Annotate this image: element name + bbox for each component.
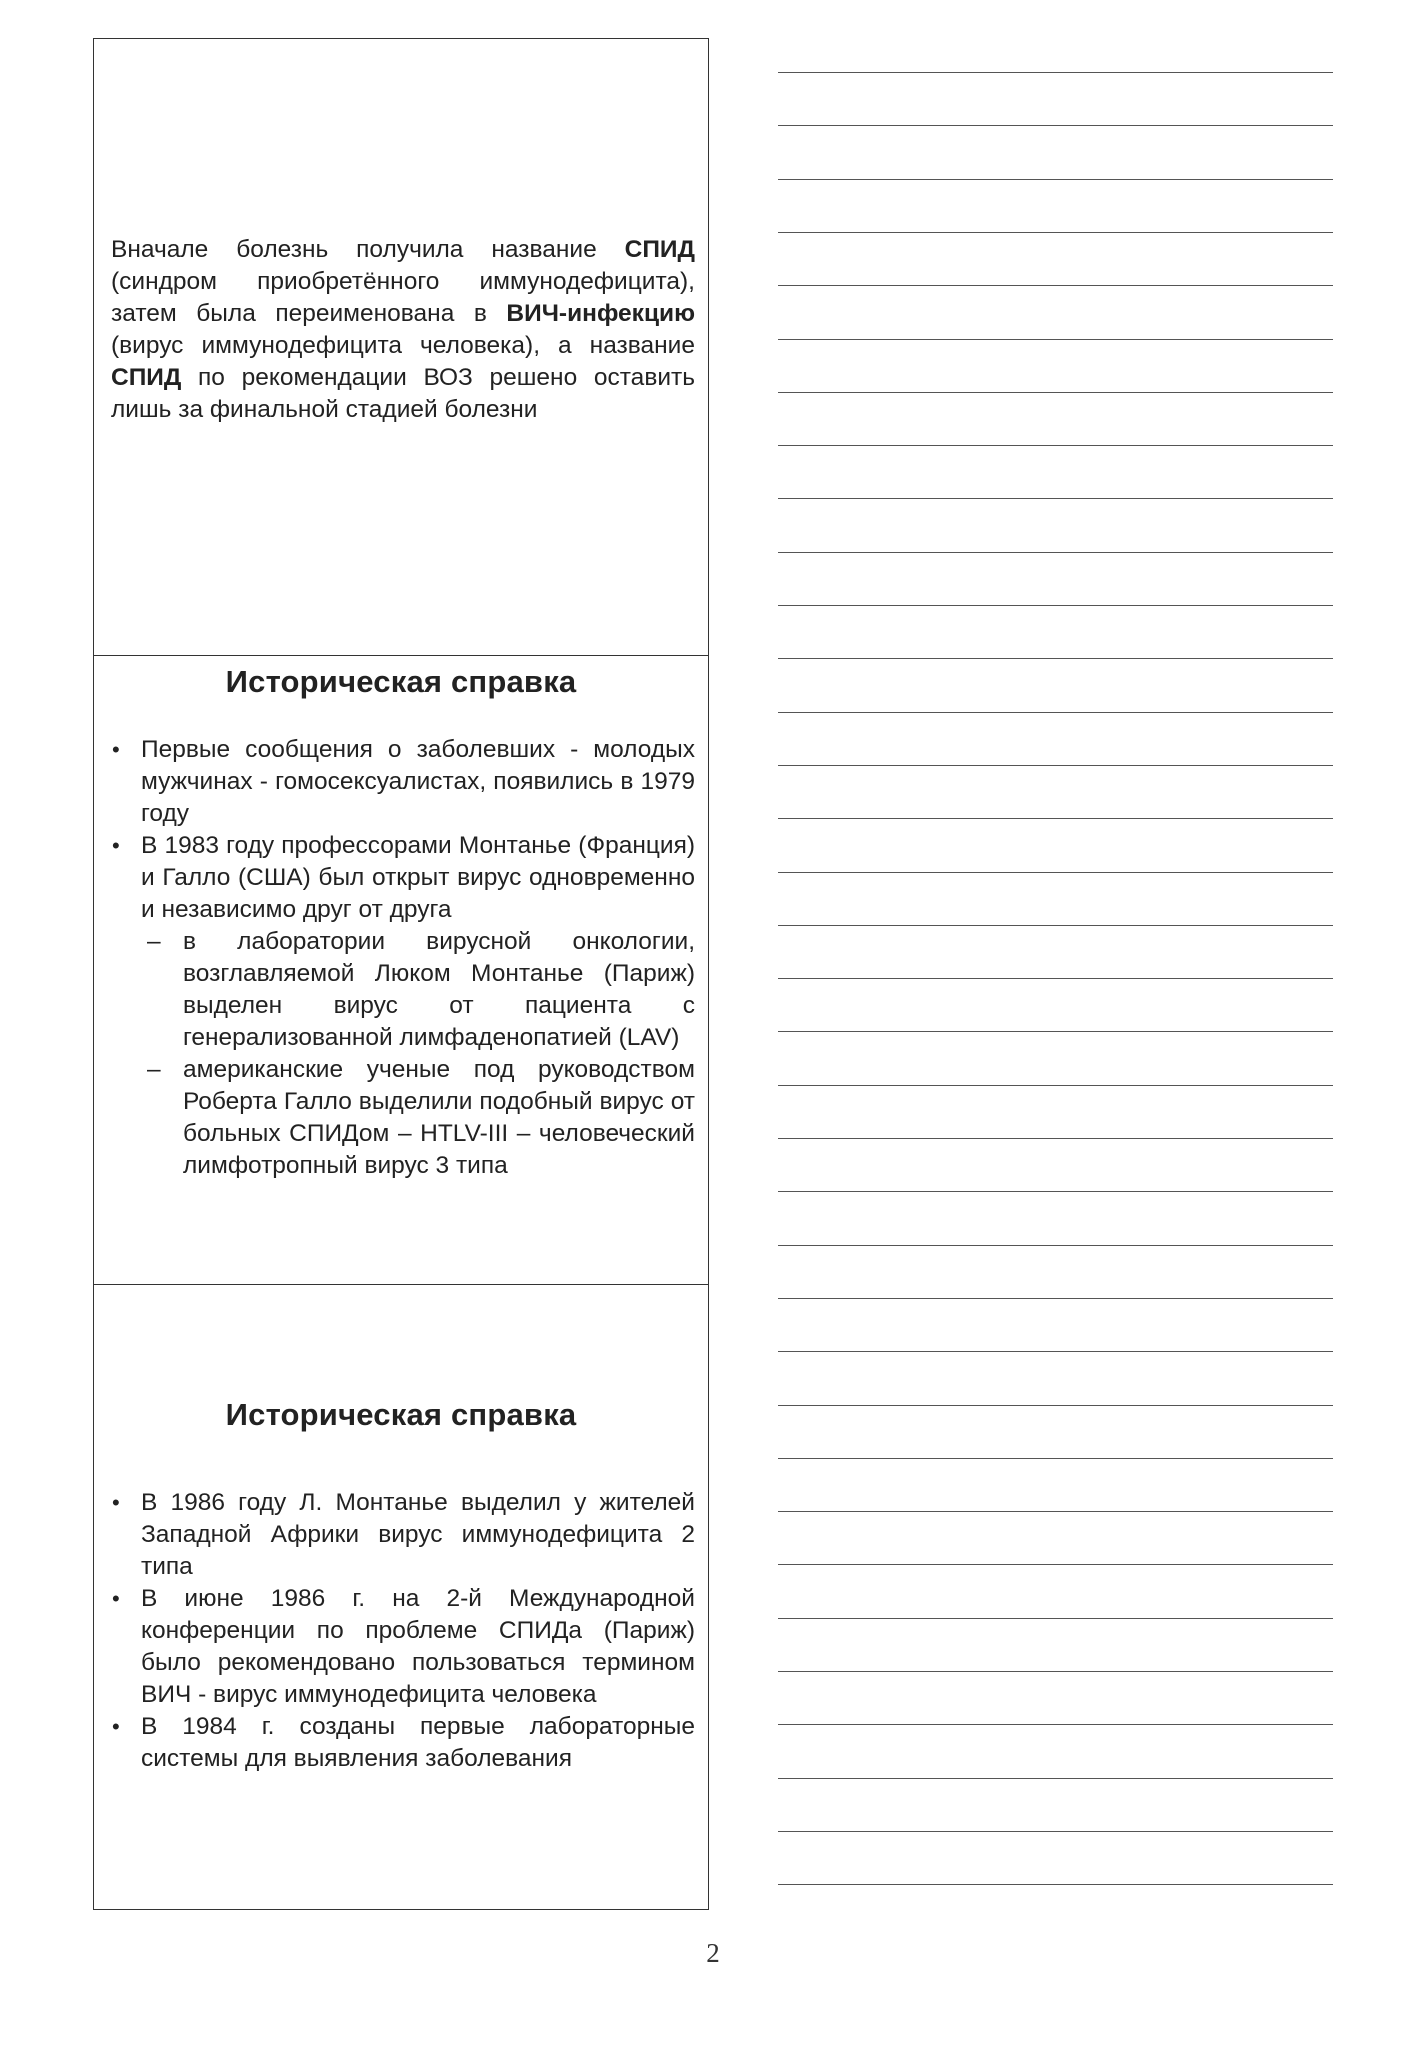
note-line — [778, 125, 1333, 126]
note-line — [778, 1724, 1333, 1725]
list-item-text: В июне 1986 г. на 2-й Международной конференции по проблеме СПИДа (Париж) было рекомендовано пользоваться термином ВИЧ - вирус иммунодефицита человека — [141, 1585, 695, 1708]
intro-term: СПИД — [111, 364, 182, 391]
note-line — [778, 1564, 1333, 1565]
intro-paragraph — [111, 234, 695, 426]
note-line — [778, 658, 1333, 659]
slide-history-1 — [94, 656, 708, 1285]
note-line — [778, 1191, 1333, 1192]
note-line — [778, 72, 1333, 73]
note-line — [778, 1458, 1333, 1459]
intro-text: (вирус иммунодефицита человека), а название — [111, 332, 695, 359]
note-line — [778, 1618, 1333, 1619]
slide-intro — [94, 39, 708, 656]
page-number: 2 — [706, 1938, 720, 1968]
bullet-list — [106, 1487, 695, 1775]
note-line — [778, 605, 1333, 606]
note-line — [778, 1884, 1333, 1885]
note-line — [778, 1031, 1333, 1032]
note-line — [778, 339, 1333, 340]
bullet-icon: • — [112, 1490, 120, 1515]
note-line — [778, 1405, 1333, 1406]
slide-history-2 — [94, 1285, 708, 1911]
intro-text: Вначале болезнь получила название — [111, 236, 625, 263]
list-item — [106, 1487, 695, 1583]
list-item-text: В 1984 г. созданы первые лабораторные системы для выявления заболевания — [141, 1713, 695, 1772]
intro-term: СПИД — [624, 236, 695, 263]
sub-list-item-text: американские ученые под руководством Роберта Галло выделили подобный вирус от больных СПИДом – HTLV-III – человеческий лимфотропный вирус 3 типа — [183, 1056, 695, 1179]
sub-list-item-text: в лаборатории вирусной онкологии, возглавляемой Люком Монтанье (Париж) выделен вирус от пациента с генерализованной лимфаденопатией (LAV) — [183, 928, 695, 1051]
note-line — [778, 445, 1333, 446]
list-item — [106, 734, 695, 830]
note-line — [778, 1831, 1333, 1832]
list-item-text: Первые сообщения о заболевших - молодых мужчинах - гомосексуалистах, появились в 1979 году — [141, 736, 695, 827]
intro-text: (синдром приобретённого иммунодефицита), затем была переименована в — [111, 268, 695, 327]
slide-title: Историческая справка — [225, 664, 577, 699]
note-line — [778, 1298, 1333, 1299]
note-line — [778, 1245, 1333, 1246]
list-item — [106, 1711, 695, 1775]
note-line — [778, 392, 1333, 393]
note-line — [778, 1138, 1333, 1139]
note-line — [778, 1085, 1333, 1086]
list-item-text: В 1986 году Л. Монтанье выделил у жителей Западной Африки вирус иммунодефицита 2 типа — [141, 1489, 695, 1580]
note-lines — [778, 0, 1333, 1960]
bullet-icon: • — [112, 1586, 120, 1611]
note-line — [778, 818, 1333, 819]
bullet-list — [106, 734, 695, 1182]
slides-column — [93, 38, 709, 1910]
list-item — [106, 830, 695, 1182]
intro-text: по рекомендации ВОЗ решено оставить лишь за финальной стадией болезни — [111, 364, 695, 423]
note-line — [778, 179, 1333, 180]
note-line — [778, 712, 1333, 713]
sub-list-item — [141, 926, 695, 1054]
note-line — [778, 765, 1333, 766]
sub-list-item — [141, 1054, 695, 1182]
note-line — [778, 232, 1333, 233]
note-line — [778, 1778, 1333, 1779]
dash-icon: – — [147, 1056, 161, 1083]
list-item — [106, 1583, 695, 1711]
sub-list — [141, 926, 695, 1182]
bullet-icon: • — [112, 1714, 120, 1739]
note-line — [778, 925, 1333, 926]
note-line — [778, 1351, 1333, 1352]
slide-title: Историческая справка — [225, 1397, 577, 1432]
note-line — [778, 1671, 1333, 1672]
bullet-icon: • — [112, 833, 120, 858]
note-line — [778, 552, 1333, 553]
note-line — [778, 285, 1333, 286]
note-line — [778, 1511, 1333, 1512]
bullet-icon: • — [112, 737, 120, 762]
dash-icon: – — [147, 928, 161, 955]
list-item-text: В 1983 году профессорами Монтанье (Франция) и Галло (США) был открыт вирус одновременно и независимо друг от друга — [141, 832, 695, 923]
note-line — [778, 498, 1333, 499]
note-line — [778, 872, 1333, 873]
note-line — [778, 978, 1333, 979]
intro-term: ВИЧ-инфекцию — [506, 300, 695, 327]
